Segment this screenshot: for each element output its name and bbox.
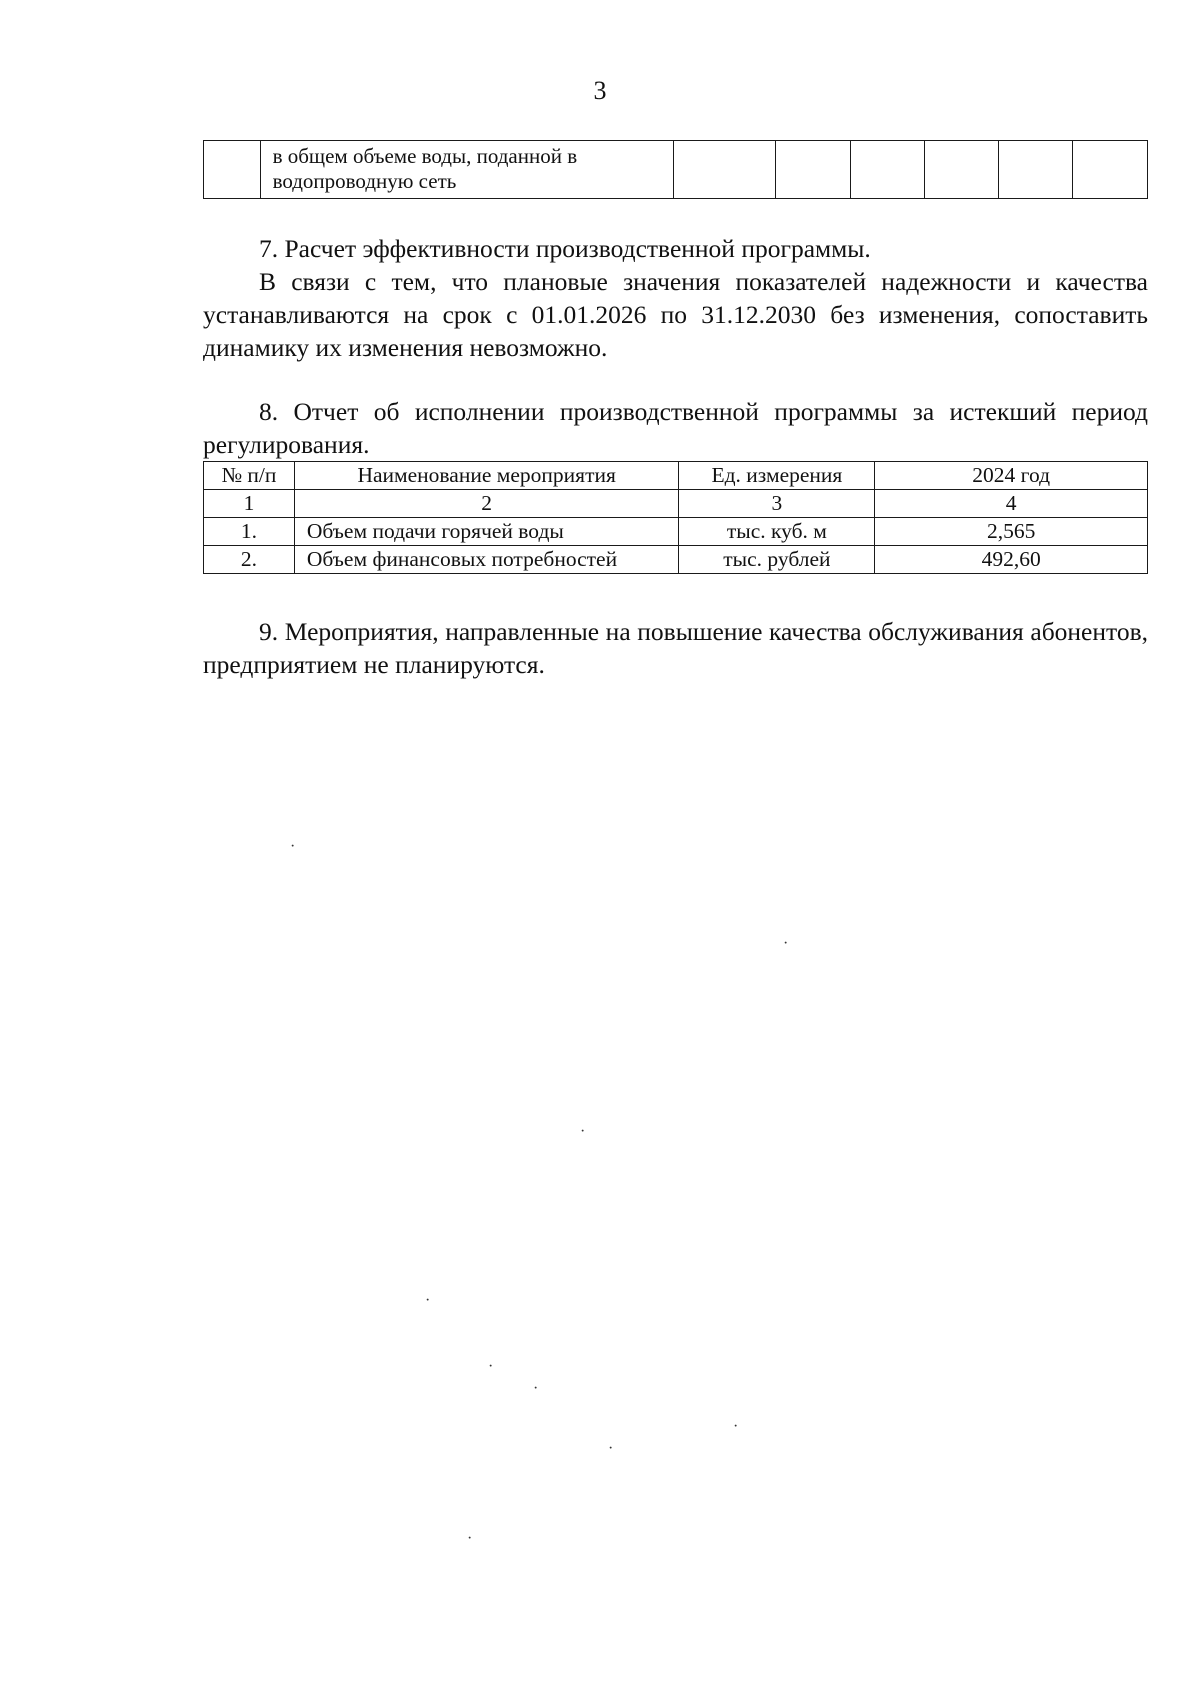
scan-speck: ·	[467, 1530, 473, 1547]
table-cell-number	[204, 141, 261, 199]
column-number: 2	[294, 490, 679, 518]
indicator-line-2: водопроводную сеть	[272, 169, 457, 193]
table-row	[204, 546, 1148, 574]
header-year: 2024 год	[875, 462, 1148, 490]
row-number: 2.	[204, 546, 295, 574]
continued-table	[203, 140, 1148, 199]
row-unit: тыс. куб. м	[679, 518, 875, 546]
page-number: 3	[593, 76, 607, 105]
table-cell	[776, 141, 850, 199]
table-cell	[998, 141, 1072, 199]
column-number: 1	[204, 490, 295, 518]
row-value: 2,565	[875, 518, 1148, 546]
row-unit: тыс. рублей	[679, 546, 875, 574]
section-9-text: 9. Мероприятия, направленные на повышение качества обслуживания абонентов, предприятием не планируются.	[203, 617, 1148, 679]
table-cell	[924, 141, 998, 199]
row-number: 1.	[204, 518, 295, 546]
table-row	[204, 141, 1148, 199]
scan-speck: ·	[608, 1440, 614, 1457]
column-number: 4	[875, 490, 1148, 518]
scan-speck: ·	[290, 838, 296, 855]
header-number: № п/п	[204, 462, 295, 490]
table-cell	[1072, 141, 1147, 199]
table-cell-indicator	[260, 141, 674, 199]
table-cell	[674, 141, 776, 199]
header-name: Наименование мероприятия	[294, 462, 679, 490]
section-7-body: В связи с тем, что плановые значения показателей надежности и качества устанавливаются на срок с 01.01.2026 по 31.12.2030 без изменения, сопоставить динамику их изменения невозможно.	[203, 267, 1148, 362]
section-8-heading: 8. Отчет об исполнении производственной программы за истекший период регулирования.	[203, 397, 1148, 459]
scan-speck: ·	[425, 1292, 431, 1309]
table-row	[204, 518, 1148, 546]
scan-speck: ·	[783, 935, 789, 952]
table-header-row	[204, 462, 1148, 490]
header-unit: Ед. измерения	[679, 462, 875, 490]
indicator-line-1: в общем объеме воды, поданной в	[272, 144, 578, 168]
column-number: 3	[679, 490, 875, 518]
section-7-heading: 7. Расчет эффективности производственной программы.	[259, 234, 871, 263]
row-value: 492,60	[875, 546, 1148, 574]
table-numbering-row	[204, 490, 1148, 518]
scan-speck: ·	[580, 1123, 586, 1140]
report-table	[203, 461, 1148, 574]
scan-speck: ·	[488, 1358, 494, 1375]
scan-speck: ·	[733, 1418, 739, 1435]
row-name: Объем подачи горячей воды	[294, 518, 679, 546]
row-name: Объем финансовых потребностей	[294, 546, 679, 574]
scan-speck: ·	[533, 1380, 539, 1397]
table-cell	[850, 141, 924, 199]
